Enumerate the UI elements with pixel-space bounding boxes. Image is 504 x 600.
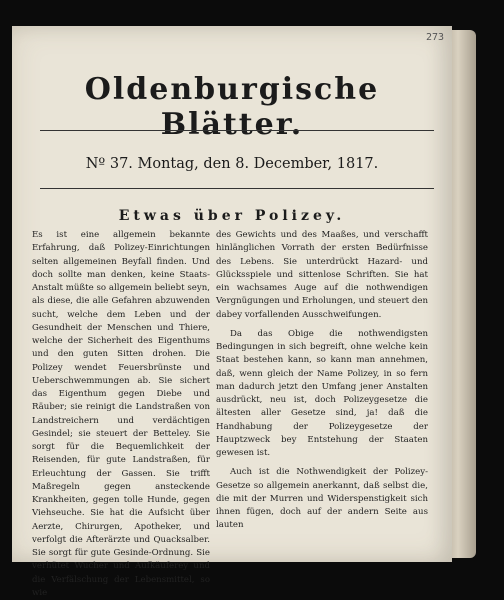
right-paragraph-1: des Gewichts und des Maaßes, und verschafft hinlänglichen Vorrath der ersten Bedürfnisse des Lebens. Sie unterdrückt Hazard- und Glücksspiele und sittenlose Schriften. Sie hat ein wachsames Auge auf die nothwendigen Vergnügungen und Erholungen, und steuert den dabey vorfallenden Ausschweifungen. xyxy=(216,230,428,320)
issue-rule xyxy=(40,188,434,189)
masthead-rule xyxy=(40,130,434,131)
left-paragraph-1: Es ist eine allgemein bekannte Erfahrung, daß Polizey-Einrichtungen selten allgemeinen Beyfall finden. Und doch sollte man denken, keine Staats-Anstalt müßte so allgemein beliebt seyn, als diese, die alle Gefahren abzuwenden sucht, welche dem Leben und der Gesundheit der Menschen und Thiere, welche der Sicherheit des Eigenthums und den guten Sitten drohen. Die Polizey wendet Feuersbrünste und Ueberschwemmungen ab. Sie sichert das Eigenthum gegen Diebe und Räuber; sie reinigt die Landstraßen von Landstreichern und verdächtigen Gesindel; sie steuert der Betteley. Sie sorgt für die Bequemlichkeit der Reisenden, für gute Landstraßen, für Erleuchtung der Gassen. Sie trifft Maßregeln gegen ansteckende Krankheiten, gegen tolle Hunde, gegen Viehseuche. Sie hat die Aufsicht über Aerzte, Chirurgen, Apotheker, und verfolgt die Afterärzte und Quacksalber. Sie sorgt für gute Gesinde-Ordnung. Sie verhütet Wucher und Aufkäuferey und die Verfälschung der Lebensmittel, so wie xyxy=(32,230,210,598)
issue-line: Nº 37. Montag, den 8. December, 1817. xyxy=(85,156,379,172)
masthead: Oldenburgische Blätter. xyxy=(84,72,380,142)
column-left xyxy=(32,229,210,600)
right-paragraph-3: Auch ist die Nothwendigkeit der Polizey-Gesetze so allgemein anerkannt, daß selbst die, die mit der Murren und Widerspenstigkeit sich ihnen fügen, doch auf der andern Seite aus lauten xyxy=(216,467,428,531)
newspaper-page xyxy=(12,26,452,598)
right-paragraph-2: Da das Obige die nothwendigsten Bedingungen in sich begreift, ohne welche kein Staat bestehen kann, so kann man annehmen, daß, wenn gleich der Name Polizey, in so fern man dadurch jetzt den Umfang jener Anstalten ausdrückt, neu ist, doch Polizeygesetze die ältesten aller Gesetze sind, ja! daß die Handhabung der Polizeygesetze der Hauptzweck bey Entstehung der Staaten gewesen ist. xyxy=(216,328,428,458)
column-right xyxy=(216,229,428,533)
page-number: 273 xyxy=(425,32,444,43)
article-title: Etwas über Polizey. xyxy=(118,208,346,224)
